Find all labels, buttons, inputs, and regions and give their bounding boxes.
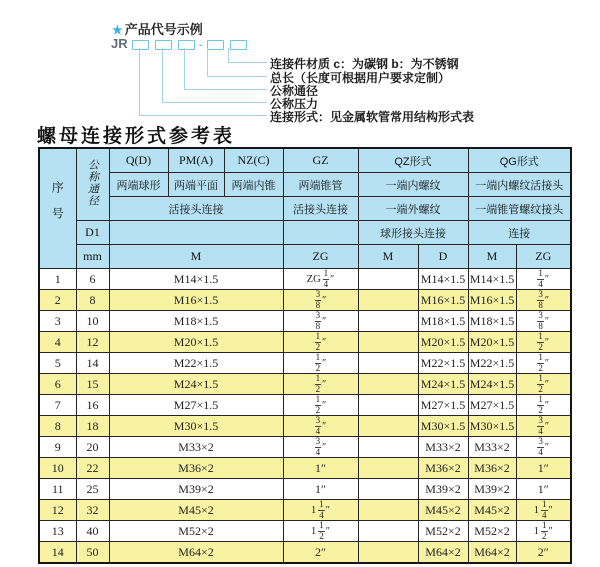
header-qz-sub2: 一端外螺纹 <box>358 197 468 221</box>
cell-qz-d: M33×2 <box>418 437 468 458</box>
cell-m: M30×1.5 <box>109 416 283 437</box>
header-qg-connection: 连接 <box>468 221 571 245</box>
cell-qg-zg: 1″ <box>516 458 571 479</box>
star-icon: ★ <box>112 23 123 37</box>
product-code-heading-text: 产品代号示例 <box>124 22 203 37</box>
cell-qz-d: M64×2 <box>418 542 468 564</box>
cell-qg-m: M22×1.5 <box>468 353 516 374</box>
cell-seq: 1 <box>39 269 76 290</box>
header-d1: D1 <box>76 221 109 245</box>
callout-length: 总长（长度可根据用户要求定制） <box>270 71 451 85</box>
table-row <box>39 395 571 416</box>
cell-m: M45×2 <box>109 500 283 521</box>
cell-qg-zg: $\frac{3}{8}$ ″ <box>516 311 571 332</box>
cell-qg-m: M64×2 <box>468 542 516 564</box>
cell-qg-m: M20×1.5 <box>468 332 516 353</box>
cell-qz-m <box>358 521 418 542</box>
callout-nominal-diameter: 公称通径 <box>270 84 319 98</box>
header-qz-sub1: 一端内螺纹 <box>358 173 468 197</box>
cell-dn: 16 <box>76 395 109 416</box>
cell-qz-d: M30×1.5 <box>418 416 468 437</box>
table-row <box>39 500 571 521</box>
cell-qz-d: M45×2 <box>418 500 468 521</box>
cell-qg-zg: $\frac{3}{4}$ ″ <box>516 416 571 437</box>
table-row <box>39 374 571 395</box>
header-qg: QG形式 <box>468 148 571 173</box>
cell-m: M14×1.5 <box>109 269 283 290</box>
cell-m: M24×1.5 <box>109 374 283 395</box>
callout-material: 连接件材质 c：为碳钢 b：为不锈钢 <box>270 57 459 71</box>
table-body <box>39 269 571 564</box>
cell-qz-m <box>358 458 418 479</box>
cell-seq: 4 <box>39 332 76 353</box>
cell-seq: 2 <box>39 290 76 311</box>
cell-qg-m: M33×2 <box>468 437 516 458</box>
cell-zg: 1 $\frac{1}{2}$ ″ <box>283 521 358 542</box>
cell-qg-m: M36×2 <box>468 458 516 479</box>
cell-qz-d: M14×1.5 <box>418 269 468 290</box>
header-empty <box>283 221 358 245</box>
cell-qg-m: M39×2 <box>468 479 516 500</box>
cell-qz-d: M24×1.5 <box>418 374 468 395</box>
cell-qg-zg: $\frac{1}{2}$ ″ <box>516 353 571 374</box>
cell-seq: 3 <box>39 311 76 332</box>
cell-dn: 12 <box>76 332 109 353</box>
cell-dn: 8 <box>76 290 109 311</box>
cell-m: M20×1.5 <box>109 332 283 353</box>
header-q: Q(D) <box>109 148 168 173</box>
cell-qz-d: M20×1.5 <box>418 332 468 353</box>
cell-dn: 40 <box>76 521 109 542</box>
cell-qg-zg: $\frac{3}{4}$ ″ <box>516 437 571 458</box>
cell-qz-d: M18×1.5 <box>418 311 468 332</box>
cell-seq: 12 <box>39 500 76 521</box>
cell-zg: $\frac{3}{4}$ ″ <box>283 416 358 437</box>
cell-seq: 14 <box>39 542 76 564</box>
cell-m: M27×1.5 <box>109 395 283 416</box>
cell-qz-d: M36×2 <box>418 458 468 479</box>
cell-qz-d: M22×1.5 <box>418 353 468 374</box>
callout-connection-type: 连接形式：见金属软管常用结构形式表 <box>270 110 475 124</box>
cell-dn: 18 <box>76 416 109 437</box>
cell-qz-m <box>358 542 418 564</box>
cell-qg-zg: 2″ <box>516 542 571 564</box>
header-nz-sub: 两端内锥 <box>224 173 283 197</box>
cell-zg: 1″ <box>283 458 358 479</box>
cell-qz-m <box>358 479 418 500</box>
cell-qg-m: M52×2 <box>468 521 516 542</box>
table-row <box>39 353 571 374</box>
cell-dn: 6 <box>76 269 109 290</box>
header-gz-sub: 两端锥管 <box>283 173 358 197</box>
cell-qz-m <box>358 374 418 395</box>
header-nominal-diameter: 公称通径 <box>76 148 109 221</box>
cell-seq: 10 <box>39 458 76 479</box>
cell-zg: $\frac{3}{8}$ ″ <box>283 290 358 311</box>
cell-qg-zg: 1″ <box>516 479 571 500</box>
cell-m: M33×2 <box>109 437 283 458</box>
cell-seq: 11 <box>39 479 76 500</box>
header-seq: 序号 <box>39 148 76 269</box>
cell-qg-m: M16×1.5 <box>468 290 516 311</box>
cell-zg: 1 $\frac{1}{4}$ ″ <box>283 500 358 521</box>
header-empty <box>109 221 283 245</box>
header-zg2: ZG <box>516 245 571 269</box>
cell-seq: 5 <box>39 353 76 374</box>
cell-zg: $\frac{3}{8}$ ″ <box>283 311 358 332</box>
cell-qg-m: M18×1.5 <box>468 311 516 332</box>
cell-qg-zg: $\frac{3}{8}$ ″ <box>516 290 571 311</box>
cell-qg-m: M30×1.5 <box>468 416 516 437</box>
cell-qz-m <box>358 395 418 416</box>
cell-m: M36×2 <box>109 458 283 479</box>
cell-qz-m <box>358 416 418 437</box>
table-row <box>39 416 571 437</box>
cell-m: M39×2 <box>109 479 283 500</box>
cell-qz-m <box>358 311 418 332</box>
cell-dn: 20 <box>76 437 109 458</box>
header-mm: mm <box>76 245 109 269</box>
cell-dn: 32 <box>76 500 109 521</box>
nut-connection-table <box>38 147 572 564</box>
header-m3: M <box>468 245 516 269</box>
cell-zg: 2″ <box>283 542 358 564</box>
header-q-sub: 两端球形 <box>109 173 168 197</box>
cell-qg-zg: 1 $\frac{1}{2}$ ″ <box>516 521 571 542</box>
cell-m: M52×2 <box>109 521 283 542</box>
cell-qz-d: M39×2 <box>418 479 468 500</box>
cell-seq: 13 <box>39 521 76 542</box>
code-separator: - <box>199 39 203 51</box>
header-pm-sub: 两端平面 <box>168 173 224 197</box>
cell-qz-m <box>358 353 418 374</box>
cell-qz-m <box>358 290 418 311</box>
table-title: 螺母连接形式参考表 <box>37 125 236 147</box>
cell-zg: $\frac{1}{2}$ ″ <box>283 374 358 395</box>
header-d: D <box>418 245 468 269</box>
cell-m: M22×1.5 <box>109 353 283 374</box>
cell-zg: $\frac{1}{2}$ ″ <box>283 332 358 353</box>
table-row <box>39 542 571 564</box>
cell-qg-m: M45×2 <box>468 500 516 521</box>
header-pm: PM(A) <box>168 148 224 173</box>
cell-qg-zg: $\frac{1}{4}$ ″ <box>516 269 571 290</box>
cell-qz-m <box>358 437 418 458</box>
header-union-connection: 活接头连接 <box>109 197 283 221</box>
table-row <box>39 269 571 290</box>
header-qg-sub1: 一端内螺纹活接头 <box>468 173 571 197</box>
cell-qz-m <box>358 269 418 290</box>
cell-qg-zg: $\frac{1}{2}$ ″ <box>516 332 571 353</box>
cell-zg: $\frac{1}{2}$ ″ <box>283 353 358 374</box>
cell-qg-m: M27×1.5 <box>468 395 516 416</box>
cell-dn: 50 <box>76 542 109 564</box>
header-m1: M <box>109 245 283 269</box>
header-qz: QZ形式 <box>358 148 468 173</box>
cell-seq: 6 <box>39 374 76 395</box>
cell-qz-m <box>358 500 418 521</box>
cell-qg-zg: $\frac{1}{2}$ ″ <box>516 395 571 416</box>
cell-m: M18×1.5 <box>109 311 283 332</box>
cell-zg: ZG $\frac{1}{4}$ ″ <box>283 269 358 290</box>
header-zg1: ZG <box>283 245 358 269</box>
header-m2: M <box>358 245 418 269</box>
header-qz-connection: 球形接头连接 <box>358 221 468 245</box>
table-row <box>39 290 571 311</box>
cell-qz-d: M16×1.5 <box>418 290 468 311</box>
table-row <box>39 437 571 458</box>
cell-qg-m: M24×1.5 <box>468 374 516 395</box>
cell-qz-d: M27×1.5 <box>418 395 468 416</box>
table-row <box>39 311 571 332</box>
cell-zg: $\frac{3}{4}$ ″ <box>283 437 358 458</box>
callout-nominal-pressure: 公称压力 <box>270 97 319 111</box>
table-row <box>39 332 571 353</box>
cell-qg-m: M14×1.5 <box>468 269 516 290</box>
cell-zg: 1″ <box>283 479 358 500</box>
table-row <box>39 458 571 479</box>
cell-dn: 10 <box>76 311 109 332</box>
cell-zg: $\frac{1}{2}$ ″ <box>283 395 358 416</box>
table-row <box>39 479 571 500</box>
cell-qg-zg: 1 $\frac{1}{4}$ ″ <box>516 500 571 521</box>
header-gz: GZ <box>283 148 358 173</box>
cell-qg-zg: $\frac{1}{2}$ ″ <box>516 374 571 395</box>
header-qg-sub2: 一端锥管螺纹接头 <box>468 197 571 221</box>
cell-dn: 22 <box>76 458 109 479</box>
cell-dn: 15 <box>76 374 109 395</box>
cell-seq: 7 <box>39 395 76 416</box>
cell-seq: 8 <box>39 416 76 437</box>
table-row <box>39 521 571 542</box>
header-nz: NZ(C) <box>224 148 283 173</box>
cell-qz-d: M52×2 <box>418 521 468 542</box>
cell-qz-m <box>358 332 418 353</box>
cell-dn: 25 <box>76 479 109 500</box>
cell-seq: 9 <box>39 437 76 458</box>
connector-line <box>139 48 267 116</box>
cell-m: M16×1.5 <box>109 290 283 311</box>
cell-m: M64×2 <box>109 542 283 564</box>
code-prefix: JR <box>111 36 128 51</box>
cell-dn: 14 <box>76 353 109 374</box>
header-gz-connection: 活接头连接 <box>283 197 358 221</box>
